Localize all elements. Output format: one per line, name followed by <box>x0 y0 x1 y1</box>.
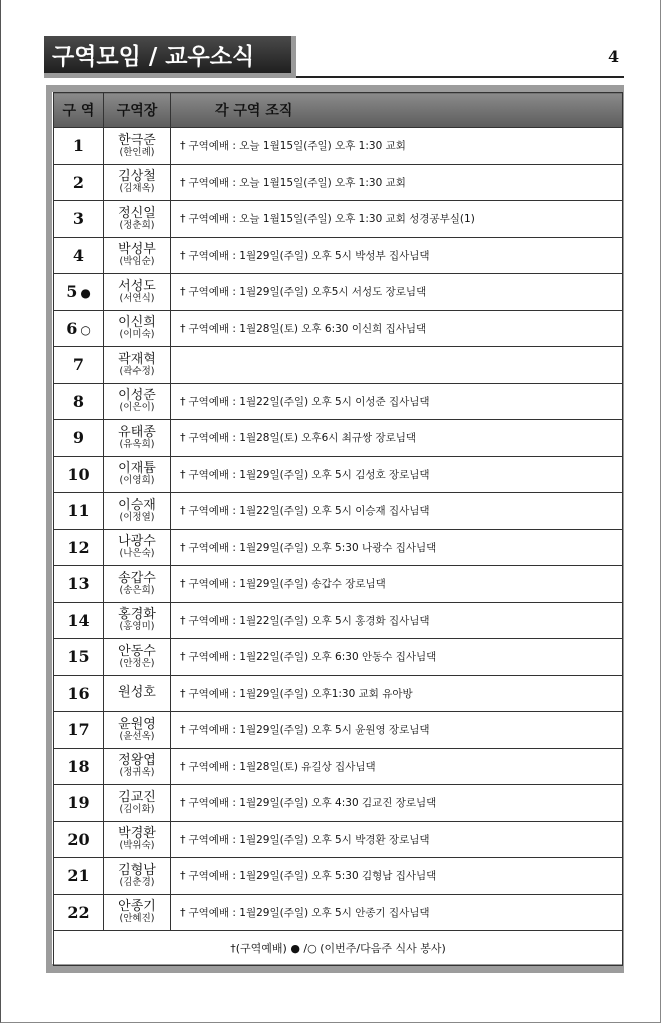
leader-spouse: (안혜진) <box>119 913 155 925</box>
district-number: 8 <box>72 391 85 411</box>
cross-icon: † <box>180 759 186 773</box>
cross-icon: † <box>180 467 186 481</box>
leader-cell <box>104 274 171 311</box>
leader-name: 정왕엽 <box>118 753 156 769</box>
district-number: 5 <box>66 282 78 302</box>
header-leader: 구역장 <box>104 93 171 128</box>
leader-spouse: (김이화) <box>119 803 155 815</box>
leader-cell <box>104 310 171 347</box>
organization-cell <box>171 237 623 274</box>
leader-cell <box>104 493 171 530</box>
district-number: 7 <box>72 355 85 375</box>
district-number-cell <box>54 420 104 457</box>
cross-icon: † <box>180 321 186 335</box>
district-number-cell <box>54 274 104 311</box>
leader-name: 이승재 <box>118 497 156 513</box>
district-number-cell <box>54 493 104 530</box>
leader-cell <box>104 858 171 895</box>
leader-cell <box>104 712 171 749</box>
organization-cell <box>171 456 623 493</box>
leader-cell <box>104 383 171 420</box>
table-row <box>54 128 623 165</box>
leader-spouse: (이영희) <box>119 475 155 487</box>
cross-icon: † <box>180 504 186 518</box>
district-number: 10 <box>67 464 90 484</box>
cross-icon: † <box>180 248 186 262</box>
table-body <box>54 128 623 931</box>
district-number-cell <box>54 858 104 895</box>
district-number-cell <box>54 748 104 785</box>
district-number: 17 <box>67 720 90 740</box>
table-row <box>54 712 623 749</box>
leader-name: 김상철 <box>118 169 156 185</box>
open-circle-icon: ○ <box>80 322 91 337</box>
cross-icon: † <box>180 212 186 226</box>
leader-cell <box>104 566 171 603</box>
leader-spouse: (안정은) <box>119 657 155 669</box>
district-number-cell <box>54 821 104 858</box>
cross-icon: † <box>180 577 186 591</box>
worship-info: 구역예배 : 1월29일(주일) 오후 5시 박성부 집사님댁 <box>188 249 430 262</box>
district-number-cell <box>54 201 104 238</box>
district-number: 3 <box>72 209 85 229</box>
leader-spouse: (박위숙) <box>119 840 155 852</box>
worship-info: 구역예배 : 1월22일(주일) 오후 5시 이승재 집사님댁 <box>188 505 430 518</box>
worship-info: 구역예배 : 1월29일(주일) 오후 5시 안종기 집사님댁 <box>188 906 430 919</box>
worship-info: 구역예배 : 1월28일(토) 유길상 집사님댁 <box>188 760 376 773</box>
table-row <box>54 201 623 238</box>
worship-info: 구역예배 : 1월22일(주일) 오후 6:30 안동수 집사님댁 <box>188 651 437 664</box>
header-district: 구 역 <box>54 93 104 128</box>
leader-name: 유태종 <box>118 424 156 440</box>
organization-cell <box>171 128 623 165</box>
table-row <box>54 420 623 457</box>
leader-spouse: (정춘희) <box>119 219 155 231</box>
cross-icon: † <box>180 650 186 664</box>
worship-info: 구역예배 : 1월22일(주일) 오후 5시 이성준 집사님댁 <box>188 395 430 408</box>
header-rule <box>296 76 624 78</box>
cross-icon: † <box>180 905 186 919</box>
cross-icon: † <box>180 832 186 846</box>
filled-circle-icon: ● <box>80 286 91 301</box>
district-number-cell <box>54 894 104 931</box>
table-row <box>54 602 623 639</box>
district-number: 21 <box>67 866 90 886</box>
table-row <box>54 566 623 603</box>
legend: †(구역예배) ● /○ (이번주/다음주 식사 봉사) <box>54 931 623 966</box>
organization-cell <box>171 310 623 347</box>
leader-name: 박경환 <box>118 826 156 842</box>
organization-cell <box>171 201 623 238</box>
leader-spouse: (김채옥) <box>119 183 155 195</box>
leader-spouse: (윤선옥) <box>119 730 155 742</box>
table-row <box>54 529 623 566</box>
cross-icon: † <box>180 175 186 189</box>
district-number-cell <box>54 566 104 603</box>
organization-cell <box>171 712 623 749</box>
organization-cell <box>171 821 623 858</box>
cross-icon: † <box>180 613 186 627</box>
district-number: 16 <box>67 683 90 703</box>
leader-cell <box>104 785 171 822</box>
legend-row <box>54 931 623 966</box>
worship-info: 구역예배 : 1월29일(주일) 오후 5:30 김형남 집사님댁 <box>188 870 437 883</box>
leader-name: 송갑수 <box>118 570 156 586</box>
district-number: 22 <box>67 902 90 922</box>
district-number: 13 <box>67 574 90 594</box>
leader-spouse: (홍영미) <box>119 621 155 633</box>
leader-cell <box>104 420 171 457</box>
worship-info: 구역예배 : 오늘 1월15일(주일) 오후 1:30 교회 <box>188 176 406 189</box>
district-number-cell <box>54 237 104 274</box>
leader-cell <box>104 347 171 384</box>
leader-cell <box>104 602 171 639</box>
district-number-cell <box>54 675 104 712</box>
leader-cell <box>104 529 171 566</box>
leader-name: 서성도 <box>118 278 156 294</box>
leader-cell <box>104 128 171 165</box>
organization-cell <box>171 383 623 420</box>
leader-cell <box>104 639 171 676</box>
leader-spouse: (나은숙) <box>119 548 155 560</box>
leader-name: 이신희 <box>118 315 156 331</box>
leader-spouse: (이정열) <box>119 511 155 523</box>
worship-info: 구역예배 : 1월29일(주일) 오후 4:30 김교진 장로님댁 <box>188 797 437 810</box>
leader-cell <box>104 201 171 238</box>
organization-cell <box>171 420 623 457</box>
district-number-cell <box>54 347 104 384</box>
district-number: 4 <box>72 245 85 265</box>
worship-info: 구역예배 : 1월29일(주일) 송갑수 장로님댁 <box>188 578 386 591</box>
cross-icon: † <box>180 431 186 445</box>
cross-icon: † <box>180 540 186 554</box>
worship-info: 구역예배 : 1월28일(토) 오후 6:30 이신희 집사님댁 <box>188 322 427 335</box>
cross-icon: † <box>180 723 186 737</box>
district-number: 18 <box>67 756 90 776</box>
organization-cell <box>171 164 623 201</box>
organization-cell <box>171 566 623 603</box>
organization-cell <box>171 894 623 931</box>
organization-cell <box>171 675 623 712</box>
district-number: 19 <box>67 793 90 813</box>
leader-spouse: (서연식) <box>119 292 155 304</box>
district-number: 14 <box>67 610 90 630</box>
leader-name: 정신일 <box>118 205 156 221</box>
table-row <box>54 274 623 311</box>
organization-cell <box>171 785 623 822</box>
worship-info: 구역예배 : 1월29일(주일) 오후 5:30 나광수 집사님댁 <box>188 541 437 554</box>
cross-icon: † <box>180 285 186 299</box>
organization-cell <box>171 748 623 785</box>
leader-spouse: (곽수정) <box>119 365 155 377</box>
leader-name: 안동수 <box>118 643 156 659</box>
organization-cell <box>171 602 623 639</box>
leader-cell <box>104 456 171 493</box>
cross-icon: † <box>180 686 186 700</box>
leader-name: 이성준 <box>118 388 156 404</box>
worship-info: 구역예배 : 오늘 1월15일(주일) 오후 1:30 교회 <box>188 140 406 153</box>
district-number-cell <box>54 310 104 347</box>
page-number: 4 <box>608 47 620 66</box>
leader-cell <box>104 164 171 201</box>
table-row <box>54 310 623 347</box>
leader-name: 김교진 <box>118 789 156 805</box>
cross-icon: † <box>180 139 186 153</box>
table-row <box>54 785 623 822</box>
leader-spouse: (한인례) <box>119 146 155 158</box>
table-row <box>54 639 623 676</box>
leader-name: 이재튬 <box>118 461 156 477</box>
worship-info: 구역예배 : 1월29일(주일) 오후 5시 박경환 장로님댁 <box>188 833 430 846</box>
cross-icon: † <box>180 796 186 810</box>
district-number: 2 <box>72 172 85 192</box>
leader-spouse: (유옥희) <box>119 438 155 450</box>
leader-name: 윤원영 <box>118 716 156 732</box>
leader-cell <box>104 675 171 712</box>
leader-spouse: (이은이) <box>119 402 155 414</box>
district-number-cell <box>54 383 104 420</box>
worship-info: 구역예배 : 1월29일(주일) 오후1:30 교회 유아방 <box>188 687 413 700</box>
leader-cell <box>104 894 171 931</box>
table-row <box>54 456 623 493</box>
cross-icon: † <box>180 394 186 408</box>
leader-cell <box>104 748 171 785</box>
district-number: 20 <box>67 829 90 849</box>
district-number-cell <box>54 602 104 639</box>
leader-spouse: (정귀옥) <box>119 767 155 779</box>
leader-spouse: (박임순) <box>119 256 155 268</box>
leader-name: 원성호 <box>118 685 156 701</box>
table-row <box>54 748 623 785</box>
leader-name: 안종기 <box>118 899 156 915</box>
leader-name: 박성부 <box>118 242 156 258</box>
district-number: 11 <box>67 501 90 521</box>
organization-cell <box>171 493 623 530</box>
worship-info: 구역예배 : 오늘 1월15일(주일) 오후 1:30 교회 성경공부실(1) <box>188 213 475 226</box>
leader-name: 김형남 <box>118 862 156 878</box>
leader-name: 홍경화 <box>118 607 156 623</box>
organization-cell <box>171 858 623 895</box>
district-number-cell <box>54 785 104 822</box>
leader-spouse: (이미숙) <box>119 329 155 341</box>
organization-cell <box>171 347 623 384</box>
section-title <box>44 36 296 78</box>
district-number-cell <box>54 639 104 676</box>
table-header-row <box>54 93 623 128</box>
leader-spouse: (송은희) <box>119 584 155 596</box>
table-row <box>54 493 623 530</box>
leader-spouse: (김춘경) <box>119 876 155 888</box>
worship-info: 구역예배 : 1월29일(주일) 오후5시 서성도 장로님댁 <box>188 286 427 299</box>
organization-cell <box>171 274 623 311</box>
section-title-text: 구역모임 / 교우소식 <box>52 44 255 70</box>
district-number-cell <box>54 128 104 165</box>
worship-info: 구역예배 : 1월29일(주일) 오후 5시 윤원영 장로님댁 <box>188 724 430 737</box>
district-number: 9 <box>72 428 85 448</box>
district-number: 15 <box>67 647 90 667</box>
worship-info: 구역예배 : 1월28일(토) 오후6시 최규쌍 장로님댁 <box>188 432 417 445</box>
worship-info: 구역예배 : 1월29일(주일) 오후 5시 김성호 장로님댁 <box>188 468 430 481</box>
table-row <box>54 821 623 858</box>
district-number: 12 <box>67 537 90 557</box>
district-table <box>53 92 623 966</box>
district-number: 6 <box>66 318 78 338</box>
table-row <box>54 347 623 384</box>
worship-info: 구역예배 : 1월22일(주일) 오후 5시 홍경화 집사님댁 <box>188 614 430 627</box>
table-row <box>54 675 623 712</box>
leader-name: 나광수 <box>118 534 156 550</box>
table-row <box>54 237 623 274</box>
table-row <box>54 858 623 895</box>
leader-name: 곽재혁 <box>118 351 156 367</box>
organization-cell <box>171 639 623 676</box>
district-number-cell <box>54 712 104 749</box>
header-organization: 각 구역 조직 <box>171 93 623 128</box>
cross-icon: † <box>180 869 186 883</box>
table-row <box>54 164 623 201</box>
table-row <box>54 894 623 931</box>
leader-name: 한극준 <box>118 132 156 148</box>
table-row <box>54 383 623 420</box>
district-number: 1 <box>72 136 85 156</box>
district-number-cell <box>54 529 104 566</box>
leader-cell <box>104 237 171 274</box>
district-number-cell <box>54 164 104 201</box>
organization-cell <box>171 529 623 566</box>
leader-cell <box>104 821 171 858</box>
district-number-cell <box>54 456 104 493</box>
